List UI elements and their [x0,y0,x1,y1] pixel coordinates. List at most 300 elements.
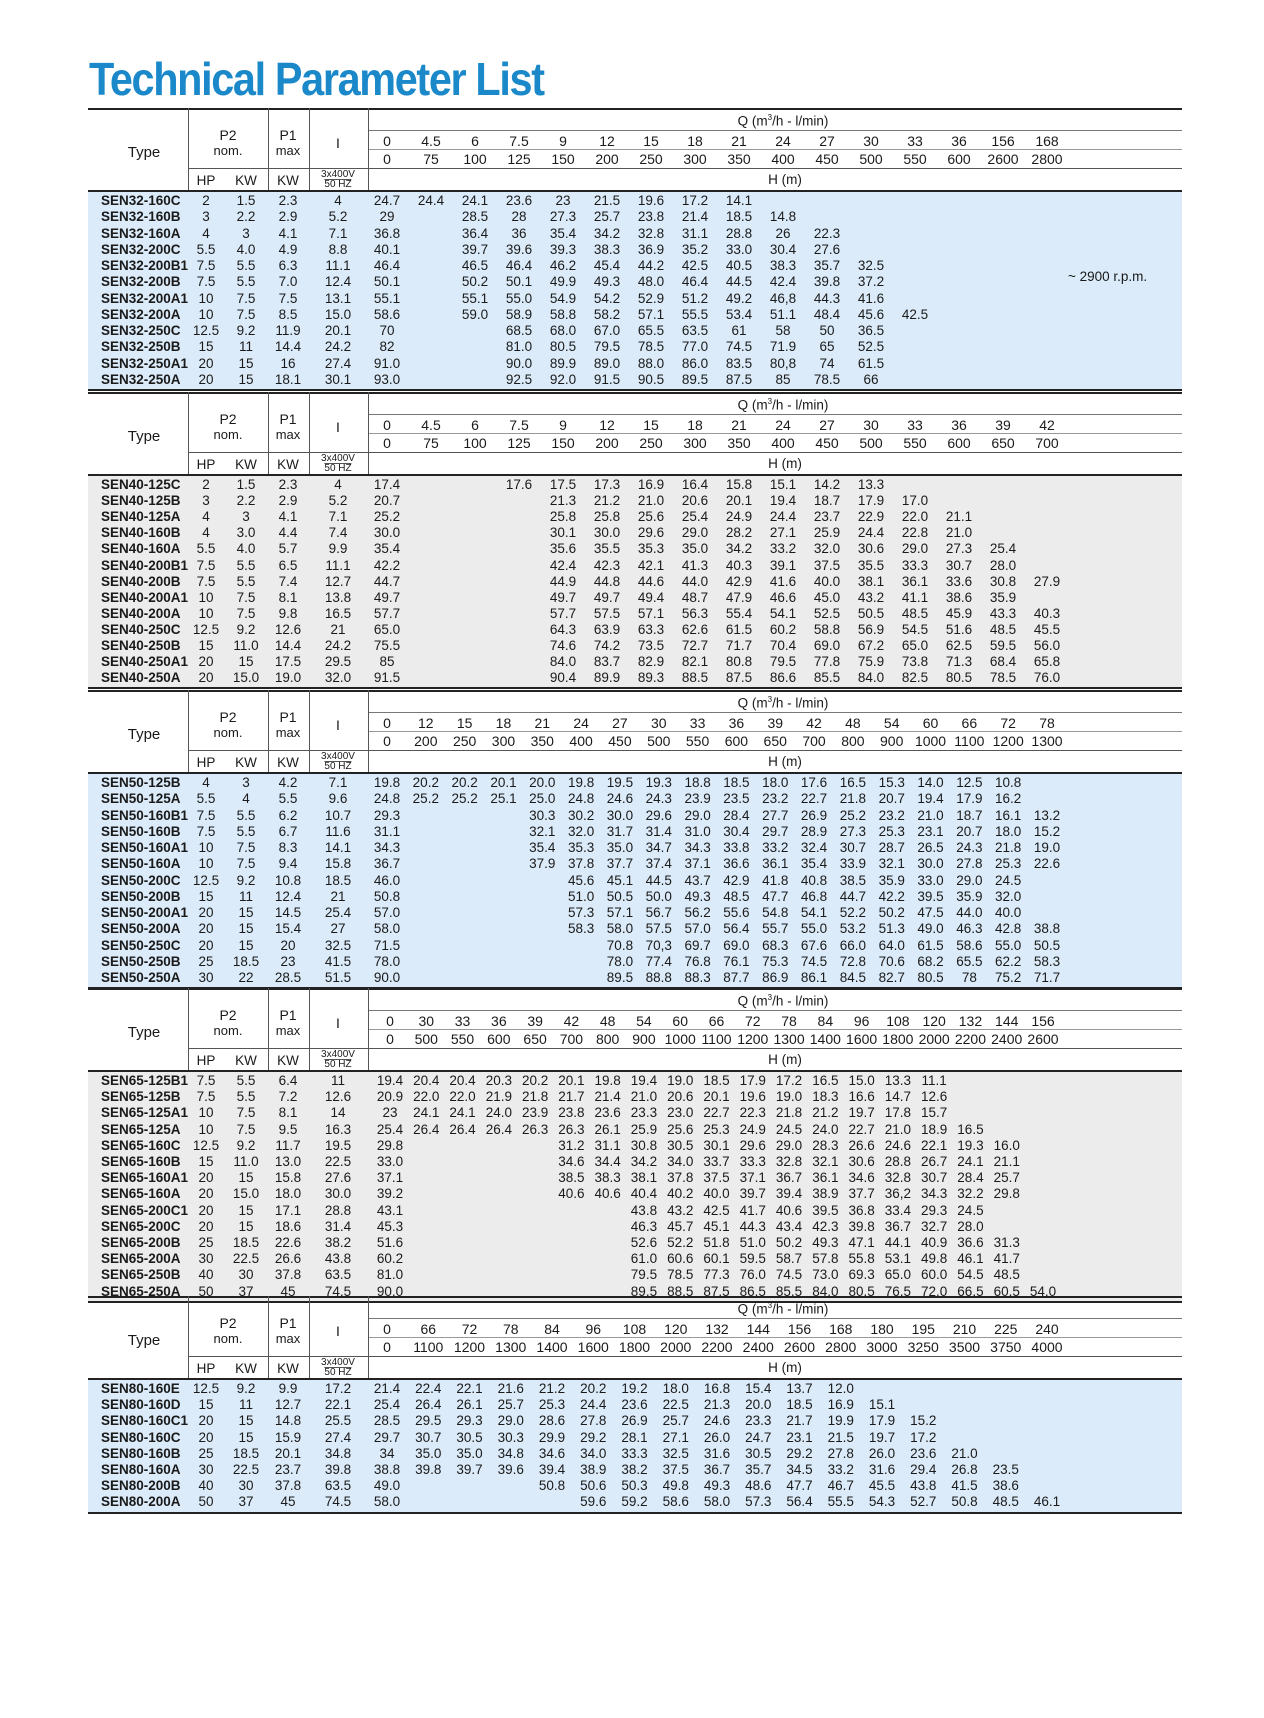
head-value: 42.3 [593,557,621,573]
column-divider [268,1296,269,1378]
head-value: 78.5 [989,670,1017,686]
head-value: 92.5 [505,371,533,387]
head-value: 22.0 [413,1089,440,1105]
head-value: 28.5 [373,1413,401,1429]
head-value: 48.7 [681,589,709,605]
p2-nom-header: nom. [213,427,243,442]
pump-p1: 14.5 [274,905,302,920]
head-value: 21.3 [549,493,577,509]
head-value: 16.5 [839,775,867,790]
head-value: 34.7 [645,840,672,855]
head-value: 44.0 [681,573,709,589]
rule-line [88,772,1182,774]
head-value: 24.4 [580,1397,607,1413]
head-value: 24.4 [857,525,885,541]
head-value: 28.0 [957,1218,984,1234]
head-value: 50.1 [505,274,533,290]
head-value: 40.2 [667,1186,694,1202]
head-value: 18.9 [921,1121,948,1137]
head-value: 38.8 [373,1462,401,1477]
flow-m3h-value: 39 [767,715,784,731]
hp-header: HP [196,755,216,770]
head-value: 86.5 [739,1283,766,1299]
pump-kw: 15 [238,1170,254,1186]
head-value: 15.1 [868,1397,896,1413]
head-value: 33.2 [827,1462,854,1477]
head-value: 38.1 [630,1170,658,1186]
pump-hp: 20 [198,1429,214,1445]
head-value: 23 [555,193,571,208]
pump-type: SEN32-200B [101,274,181,290]
head-value: 24.5 [957,1202,984,1218]
p2-nom-header: nom. [213,1331,243,1346]
head-value: 28 [511,209,527,225]
head-value: 46.4 [373,258,401,273]
head-value: 38.3 [593,241,621,257]
pump-type: SEN32-200C [101,241,181,257]
head-value: 80.5 [848,1283,875,1299]
head-value: 21.2 [593,493,621,509]
flow-m3h-value: 0 [383,133,391,149]
flow-m3h-value: 30 [863,133,879,149]
head-value: 73.5 [637,638,665,653]
pump-kw: 3 [242,509,250,525]
head-value: 48.4 [813,306,841,322]
p1-header: P1 [279,1315,297,1331]
head-value: 51.0 [567,888,595,904]
p2-header: P2 [219,411,237,427]
head-value: 45.6 [857,306,885,322]
head-value: 21.4 [373,1381,401,1396]
pump-p1: 12.4 [274,888,302,904]
head-value: 50.2 [878,905,905,920]
pump-i: 63.5 [324,1267,352,1283]
pump-type: SEN65-200B [101,1235,181,1250]
head-value: 37.5 [813,557,841,573]
flow-m3h-value: 156 [991,133,1015,149]
pump-i: 20.1 [324,323,352,338]
head-value: 19.8 [567,775,595,790]
flow-m3h-value: 48 [845,715,861,731]
column-divider [188,988,189,1070]
head-value: 46.7 [827,1478,854,1494]
head-value: 36.1 [901,573,929,589]
flow-m3h-value: 84 [544,1321,560,1337]
head-value: 24.1 [957,1154,984,1169]
head-value: 13.2 [1033,807,1061,823]
flow-lmin-value: 2400 [742,1339,774,1355]
pump-hp: 15 [198,339,214,355]
flow-lmin-value: 0 [383,733,391,749]
head-value: 42.2 [878,888,905,904]
pump-p1: 4.1 [278,225,298,241]
pump-type: SEN65-250B [101,1267,181,1283]
head-value: 48.5 [901,605,929,621]
flow-m3h-value: 21 [534,715,551,731]
head-value: 33.3 [739,1154,766,1169]
head-value: 64.0 [878,937,905,953]
flow-lmin-value: 300 [683,151,707,167]
pump-hp: 12.5 [192,872,220,888]
head-value: 42.9 [723,872,750,888]
head-value: 50.5 [857,605,885,621]
head-value: 25.4 [376,1121,404,1137]
head-value: 36.7 [703,1462,731,1477]
pump-type: SEN80-160B [101,1445,181,1461]
head-value: 21.2 [812,1105,839,1121]
head-value: 26.3 [521,1121,549,1137]
head-value: 35.4 [800,856,828,872]
pump-i: 9.6 [328,791,348,807]
head-value: 16.8 [703,1381,731,1396]
pump-i: 16.5 [324,605,352,621]
head-value: 35.3 [567,840,595,855]
flow-m3h-value: 27 [612,715,628,731]
head-value: 85.5 [813,670,841,686]
rule-line [88,474,1182,476]
rule-line [88,389,1182,391]
pump-i: 41.5 [324,953,352,969]
rule-line [368,130,1182,131]
head-value: 27.3 [549,209,577,225]
head-value: 77.4 [645,953,672,969]
pump-type: SEN50-250B [101,953,181,969]
head-value: 29.2 [786,1445,813,1461]
flow-lmin-value: 2400 [991,1031,1023,1047]
flow-lmin-value: 150 [551,435,575,451]
head-value: 51.0 [739,1235,766,1250]
current-header: I [336,135,340,151]
head-value: 32.8 [775,1154,803,1169]
head-value: 75.9 [857,654,885,670]
pump-hp: 30 [198,1251,214,1267]
head-value: 80,8 [769,355,797,371]
head-value: 15.4 [745,1381,772,1396]
flow-m3h-value: 27 [819,133,835,149]
head-value: 47.7 [762,888,789,904]
flow-lmin-value: 1300 [495,1339,527,1355]
head-value: 25.7 [993,1170,1020,1186]
pump-kw: 18.5 [232,953,260,969]
flow-m3h-value: 66 [708,1013,725,1029]
flow-lmin-value: 300 [491,733,516,749]
pump-hp: 12.5 [192,323,220,338]
head-value: 32.1 [529,823,556,839]
flow-m3h-value: 60 [922,715,939,731]
voltage-header: 3x400V [321,169,355,180]
flow-lmin-value: 250 [639,435,663,451]
flow-m3h-value: 33 [454,1013,471,1029]
pump-kw: 7.5 [236,589,256,605]
flow-lmin-value: 3750 [990,1339,1022,1355]
head-value: 31.6 [868,1462,896,1477]
head-value: 24.4 [769,509,797,525]
head-value: 67.0 [593,323,621,338]
pump-type: SEN65-200A [101,1251,181,1267]
head-value: 46.3 [956,921,983,937]
head-value: 44.5 [645,872,672,888]
head-value: 49.0 [917,921,944,937]
head-value: 46.3 [630,1218,658,1234]
head-value: 72.0 [921,1283,948,1299]
head-value: 25.3 [538,1397,566,1413]
head-value: 39.7 [739,1186,766,1202]
flow-m3h-value: 33 [689,715,706,731]
head-value: 44.5 [725,274,753,290]
head-value: 60.2 [376,1251,404,1267]
head-value: 86.6 [769,670,797,686]
pump-p1: 9.8 [278,605,298,621]
head-value: 85 [379,654,395,670]
head-value: 79.5 [769,654,797,670]
pump-p1: 4.1 [278,509,298,525]
head-value: 30.8 [630,1137,658,1153]
head-value: 25.6 [637,509,665,525]
pump-hp: 20 [198,1202,214,1218]
pump-kw: 30 [238,1267,254,1283]
head-value: 84.0 [857,670,885,686]
flow-lmin-value: 650 [991,435,1015,451]
pump-kw: 30 [238,1478,254,1494]
kw-p1-header: KW [277,173,299,188]
flow-title: Q $(m^3/h - l/\min)$ [737,397,829,413]
head-value: 36.7 [373,856,401,872]
pump-i: 22.1 [324,1397,352,1413]
pump-type: SEN32-250A1 [101,355,189,371]
head-value: 66.0 [839,937,867,953]
head-value: 23.6 [505,193,533,208]
head-value: 85.5 [775,1283,803,1299]
head-value: 43.8 [910,1478,937,1494]
head-value: 26.4 [485,1121,512,1137]
head-value: 48.5 [992,1494,1019,1510]
head-value: 57.5 [593,605,621,621]
p1-max-header: max [275,1331,301,1346]
pump-hp: 4 [202,775,210,790]
head-value: 58.0 [373,1494,401,1510]
head-value: 40.6 [594,1186,621,1202]
p2-nom-header: nom. [213,1023,243,1038]
pump-hp: 20 [198,921,214,937]
pump-p1: 45 [280,1494,296,1510]
head-value: 65.0 [373,621,401,637]
head-value: 25.2 [373,509,401,525]
pump-type: SEN40-125B [101,493,181,509]
head-value: 12.6 [921,1089,948,1105]
current-header: I [336,1015,340,1031]
head-value: 76.8 [684,953,711,969]
head-value: 87.7 [723,970,750,985]
head-value: 33.0 [917,872,944,888]
pump-hp: 20 [198,1170,214,1186]
head-value: 37.1 [684,856,711,872]
head-value: 51.2 [681,290,709,306]
flow-m3h-value: 24 [775,133,791,149]
head-value: 52.2 [667,1235,694,1250]
head-value: 16.6 [848,1089,875,1105]
frequency-header: 50 HZ [324,761,352,772]
head-value: 49.4 [637,589,665,605]
pump-i: 18.5 [324,872,352,888]
head-value: 20.4 [449,1073,476,1088]
flow-m3h-value: 18 [687,133,703,149]
flow-m3h-value: 78 [502,1321,519,1337]
flow-m3h-value: 30 [418,1013,435,1029]
flow-m3h-value: 12 [599,133,615,149]
head-value: 35.0 [681,541,709,557]
pump-kw: 1.5 [236,477,256,492]
hp-header: HP [196,457,216,472]
head-value: 32.1 [812,1154,839,1169]
head-value: 21.7 [558,1089,585,1105]
pump-p1: 22.6 [274,1235,302,1250]
head-value: 46.4 [681,274,709,290]
head-value: 40.3 [1033,605,1061,621]
head-value: 43.2 [857,589,885,605]
flow-lmin-value: 1400 [536,1339,568,1355]
head-value: 28.8 [884,1154,912,1169]
pump-type: SEN65-160B [101,1154,181,1169]
head-value: 30.6 [857,541,885,557]
head-value: 20.6 [667,1089,694,1105]
head-value: 29.6 [645,807,672,823]
flow-lmin-value: 700 [802,733,826,749]
pump-hp: 5.5 [196,791,216,807]
head-value: 51.6 [945,621,973,637]
head-value: 22.5 [662,1397,689,1413]
head-value: 41.1 [901,589,929,605]
flow-lmin-value: 250 [639,151,663,167]
head-value: 18.7 [956,807,983,823]
head-value: 60.5 [993,1283,1020,1299]
flow-lmin-value: 2600 [1027,1031,1059,1047]
head-value: 20.1 [558,1073,585,1088]
head-value: 53.4 [725,306,753,322]
pump-hp: 10 [198,1121,214,1137]
flow-m3h-value: 18 [687,417,703,433]
pump-kw: 7.5 [236,1121,256,1137]
head-value: 41.3 [681,557,709,573]
head-title: H (m) [768,1052,802,1067]
head-value: 74.5 [775,1267,803,1283]
head-value: 40.3 [725,557,753,573]
hp-header: HP [196,1053,216,1068]
pump-hp: 25 [198,953,214,969]
pump-type: SEN40-250A [101,670,181,686]
column-divider [309,392,310,474]
head-value: 40.4 [630,1186,658,1202]
flow-lmin-value: 1300 [773,1031,805,1047]
head-value: 14.1 [725,193,753,208]
pump-i: 27.4 [324,1429,352,1445]
head-value: 21.0 [884,1121,912,1137]
flow-lmin-value: 1800 [882,1031,914,1047]
head-value: 35.6 [549,541,577,557]
head-value: 27.3 [945,541,973,557]
head-value: 62.6 [681,621,709,637]
flow-m3h-value: 36 [951,417,967,433]
head-value: 34.5 [786,1462,813,1477]
head-value: 56.4 [786,1494,813,1510]
head-value: 34 [379,1445,395,1461]
pump-type: SEN80-160C [101,1429,181,1445]
head-value: 24.6 [703,1413,731,1429]
rule-line [368,1337,1182,1338]
head-value: 79.5 [593,339,621,355]
pump-i: 12.4 [324,274,352,290]
pump-i: 11.1 [325,557,351,573]
head-value: 29.0 [901,541,929,557]
head-value: 21.8 [521,1089,549,1105]
pump-hp: 20 [198,1413,214,1429]
flow-lmin-value: 125 [507,435,531,451]
head-value: 32.2 [957,1186,984,1202]
head-value: 24.8 [373,791,401,807]
pump-type: SEN40-250A1 [101,654,189,670]
head-value: 32.4 [800,840,828,855]
rule-line [88,108,1182,110]
flow-lmin-value: 2000 [918,1031,950,1047]
flow-m3h-value: 24 [573,715,589,731]
head-value: 29.5 [415,1413,442,1429]
pump-kw: 9.2 [236,1137,256,1153]
pump-p1: 2.9 [278,493,298,509]
head-value: 33.9 [839,856,867,872]
head-value: 26.3 [558,1121,585,1137]
head-value: 31.2 [558,1137,585,1153]
head-value: 39.8 [415,1462,442,1477]
pump-kw: 15 [238,905,254,920]
head-value: 85 [775,371,791,387]
head-value: 44.3 [739,1218,766,1234]
head-value: 18.5 [725,209,753,225]
head-value: 22.4 [415,1381,442,1396]
head-value: 90.4 [549,670,577,686]
flow-lmin-value: 1200 [453,1339,486,1355]
pump-p1: 8.3 [278,840,298,855]
head-value: 42.9 [725,573,753,589]
pump-i: 15.0 [324,306,352,322]
head-value: 19.5 [606,775,634,790]
p1-header: P1 [279,411,297,427]
head-value: 58.8 [813,621,841,637]
head-value: 26.4 [413,1121,440,1137]
pump-p1: 4.9 [278,241,298,257]
head-value: 23.6 [910,1445,937,1461]
type-header: Type [127,144,161,161]
flow-lmin-value: 200 [414,733,438,749]
head-value: 32.0 [567,823,595,839]
head-value: 39.4 [538,1462,566,1477]
head-value: 54.9 [549,290,577,306]
pump-i: 32.0 [324,670,352,686]
head-value: 29.8 [993,1186,1020,1202]
pump-hp: 15 [198,888,214,904]
head-value: 23.5 [723,791,750,807]
head-value: 25.4 [681,509,709,525]
flow-lmin-value: 500 [859,151,883,167]
head-value: 42.5 [901,306,929,322]
head-value: 57.1 [606,905,634,920]
pump-p1: 12.6 [274,621,302,637]
head-value: 46.6 [769,589,797,605]
head-value: 42.5 [681,258,709,273]
head-value: 25.3 [878,823,905,839]
head-value: 40.8 [800,872,828,888]
flow-lmin-value: 800 [841,733,865,749]
pump-i: 51.5 [324,970,352,985]
head-value: 52.7 [910,1494,937,1510]
